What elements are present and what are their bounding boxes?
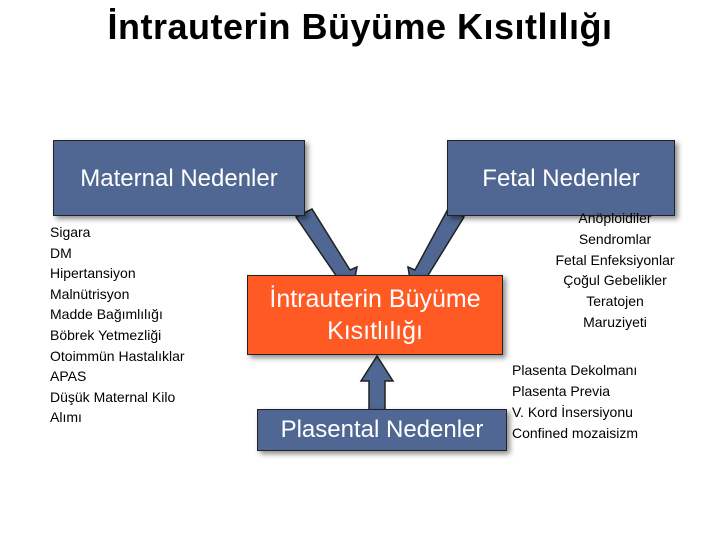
list-item: Malnütrisyon <box>50 285 130 302</box>
list-item: Böbrek Yetmezliği <box>50 326 162 343</box>
list-item: Otoimmün Hastalıklar <box>50 347 185 364</box>
list-item: Anöploidiler <box>578 210 652 226</box>
plasental-arrow-icon <box>361 356 393 410</box>
fetal-causes-box: Fetal Nedenler <box>447 140 675 216</box>
list-item: Fetal Enfeksiyonlar <box>555 251 675 268</box>
list-item: DM <box>50 244 72 261</box>
list-item: Plasenta Previa <box>512 383 611 399</box>
center-title-line1: İntrauterin Büyüme <box>269 285 481 313</box>
list-item: Maruziyeti <box>583 313 647 330</box>
list-item: Hipertansiyon <box>50 265 136 282</box>
list-item: APAS <box>50 368 87 385</box>
iugr-center-box <box>247 275 503 355</box>
maternal-causes-list <box>50 222 185 428</box>
list-item: V. Kord İnsersiyonu <box>512 404 633 420</box>
list-item: Madde Bağımlılığı <box>50 306 163 323</box>
plasental-causes-list <box>512 360 638 444</box>
center-title-line2: Kısıtlılığı <box>327 317 423 345</box>
list-item: Çoğul Gebelikler <box>563 272 667 289</box>
page-title: İntrauterin Büyüme Kısıtlılığı <box>107 6 613 47</box>
plasental-causes-box: Plasental Nedenler <box>257 409 507 451</box>
list-item: Confined mozaisizm <box>512 425 639 441</box>
fetal-causes-list <box>520 208 710 333</box>
list-item: Alımı <box>50 409 82 426</box>
list-item: Sigara <box>50 224 91 240</box>
list-item: Sendromlar <box>578 230 652 247</box>
maternal-causes-box: Maternal Nedenler <box>53 140 305 216</box>
list-item: Teratojen <box>586 293 644 310</box>
list-item: Düşük Maternal Kilo <box>50 388 176 405</box>
list-item: Plasenta Dekolmanı <box>512 362 638 378</box>
